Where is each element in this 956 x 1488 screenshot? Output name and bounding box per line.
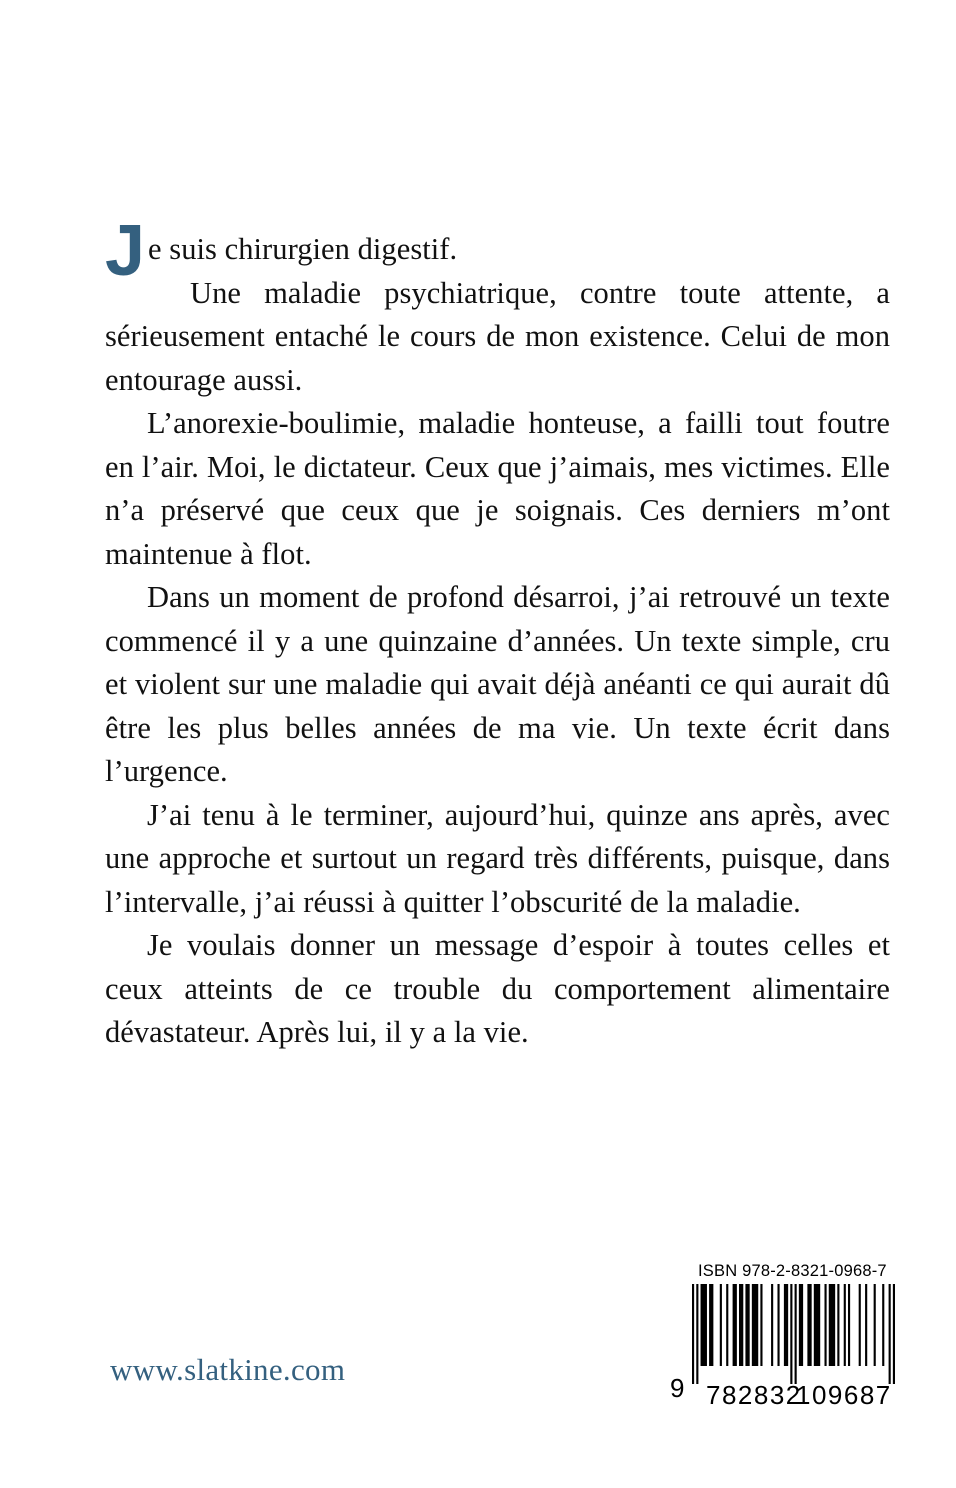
blurb-paragraph-3: L’anorexie-boulimie, maladie honteuse, a failli tout foutre en l’air. Moi, le dictateur. Ceux que j’aimais, mes victimes. Elle n’a préservé que ceux que je soignais. Ces derniers m’ont maintenue à flot. xyxy=(105,406,890,571)
barcode-digits-right: 109687 xyxy=(796,1380,892,1410)
blurb-paragraph-1 xyxy=(105,211,890,291)
blurb-paragraph-5: J’ai tenu à le terminer, aujourd’hui, quinze ans après, avec une approche et surtout un regard très différents, puisque, dans l’intervalle, j’ai réussi à quitter l’obscurité de la maladie. xyxy=(105,797,890,919)
blurb-text-block xyxy=(105,211,890,1055)
blurb-paragraph-1-text: e suis chirurgien digestif. xyxy=(148,232,458,266)
blurb-paragraph-2: Une maladie psychiatrique, contre toute attente, a sérieusement entaché le cours de mon existence. Celui de mon entourage aussi. xyxy=(105,275,890,397)
barcode-bars-icon xyxy=(692,1284,895,1384)
blurb-paragraph-4: Dans un moment de profond désarroi, j’ai retrouvé un texte commencé il y a une quinzaine d’années. Un texte simple, cru et violent sur une maladie qui avait déjà anéanti ce qui aurait dû être les plus belles années de ma vie. Un texte écrit dans l’urgence. xyxy=(105,580,890,788)
isbn-label: ISBN 978-2-8321-0968-7 xyxy=(698,1262,887,1280)
isbn-barcode-block xyxy=(670,1262,895,1410)
publisher-website-link[interactable]: www.slatkine.com xyxy=(110,1352,346,1387)
drop-cap-letter: J xyxy=(105,211,145,291)
blurb-paragraph-6: Je voulais donner un message d’espoir à toutes celles et ceux atteints de ce trouble du comportement alimentaire dévastateur. Après lui, il y a la vie. xyxy=(105,928,890,1049)
barcode-digits xyxy=(692,1380,895,1410)
barcode-graphic xyxy=(670,1284,895,1410)
barcode-lead-digit: 9 xyxy=(670,1373,685,1403)
barcode-digits-left: 782832 xyxy=(706,1380,802,1410)
